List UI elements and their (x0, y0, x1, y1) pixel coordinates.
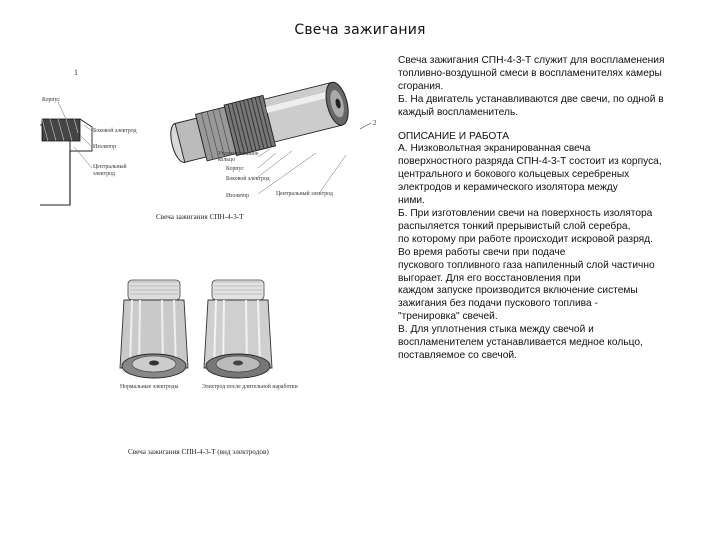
callout-mark: 2 (373, 119, 377, 127)
label-side-electrode: Боковой электрод (226, 176, 270, 182)
section-item: пускового топливного газа напиленный слой частично выгорает. Для его восстановления при (398, 259, 655, 284)
label-sealing-ring-2: кольцо (218, 157, 235, 163)
figure-spark-plug (30, 55, 390, 230)
section-item: по которому при работе происходит искровой разряд. Во время работы свечи при подаче (398, 233, 653, 258)
paragraph-purpose: Свеча зажигания СПН-4-3-Т служит для воспламенения топливно-воздушной смеси в воспламенителях камеры сгорания. (398, 55, 665, 92)
label-side-electrode-small: Боковой электрод (93, 128, 137, 134)
section-item: ними. (398, 195, 425, 207)
section-item: поставляемое со свечой. (398, 349, 517, 361)
plug-normal (120, 280, 188, 378)
label-insulator: Изолятор (226, 193, 250, 199)
label-body2: Корпус (226, 166, 244, 172)
label-center-electrode: Центральный электрод (276, 191, 333, 197)
section-item: Б. При изготовлении свечи на поверхность изолятора распыляется тонкий прерывистый слой серебра, (398, 207, 653, 232)
slide-title: Свеча зажигания (294, 22, 426, 38)
section-item: центрального и бокового кольцевых серебреных электродов и керамического изолятора между (398, 169, 630, 194)
figure1-caption: Свеча зажигания СПН-4-3-Т (156, 213, 244, 221)
figure2-caption: Свеча зажигания СПН-4-3-Т (вид электродов) (128, 448, 269, 456)
section-item: "тренировка" свечей. (398, 311, 498, 323)
label-center-electrode-small-1: Центральный (93, 164, 127, 170)
section-heading: ОПИСАНИЕ И РАБОТА (398, 130, 510, 142)
label-sealing-ring-1: Уплотнительное (218, 151, 259, 157)
section-detail (40, 102, 92, 205)
label-center-electrode-small-2: электрод (93, 171, 115, 177)
description-text (398, 55, 666, 363)
plug-worn (204, 280, 272, 378)
spark-plug-drawing (30, 55, 390, 230)
section-item: В. Для уплотнения стыка между свечой и воспламенителем устанавливается медное кольцо, (398, 324, 643, 349)
label-insulator-small: Изолятор (93, 144, 117, 150)
paragraph-count: Б. На двигатель устанавливаются две свечи, по одной в каждый воспламенитель. (398, 93, 664, 118)
label-worn-electrodes: Электрод после длительной наработки (202, 384, 298, 390)
section-item: каждом запуске производится включение системы зажигания без подачи пускового топлива - (398, 285, 638, 310)
section-item: А. Низковольтная экранированная свеча поверхностного разряда СПН-4-3-Т состоит из корпуса, (398, 143, 662, 168)
label-normal-electrodes: Нормальные электроды (120, 384, 179, 390)
figure-electrodes (100, 258, 315, 468)
label-body: Корпус (42, 97, 60, 103)
figure-index-mark: 1 (74, 68, 78, 77)
electrodes-drawing (100, 258, 315, 468)
